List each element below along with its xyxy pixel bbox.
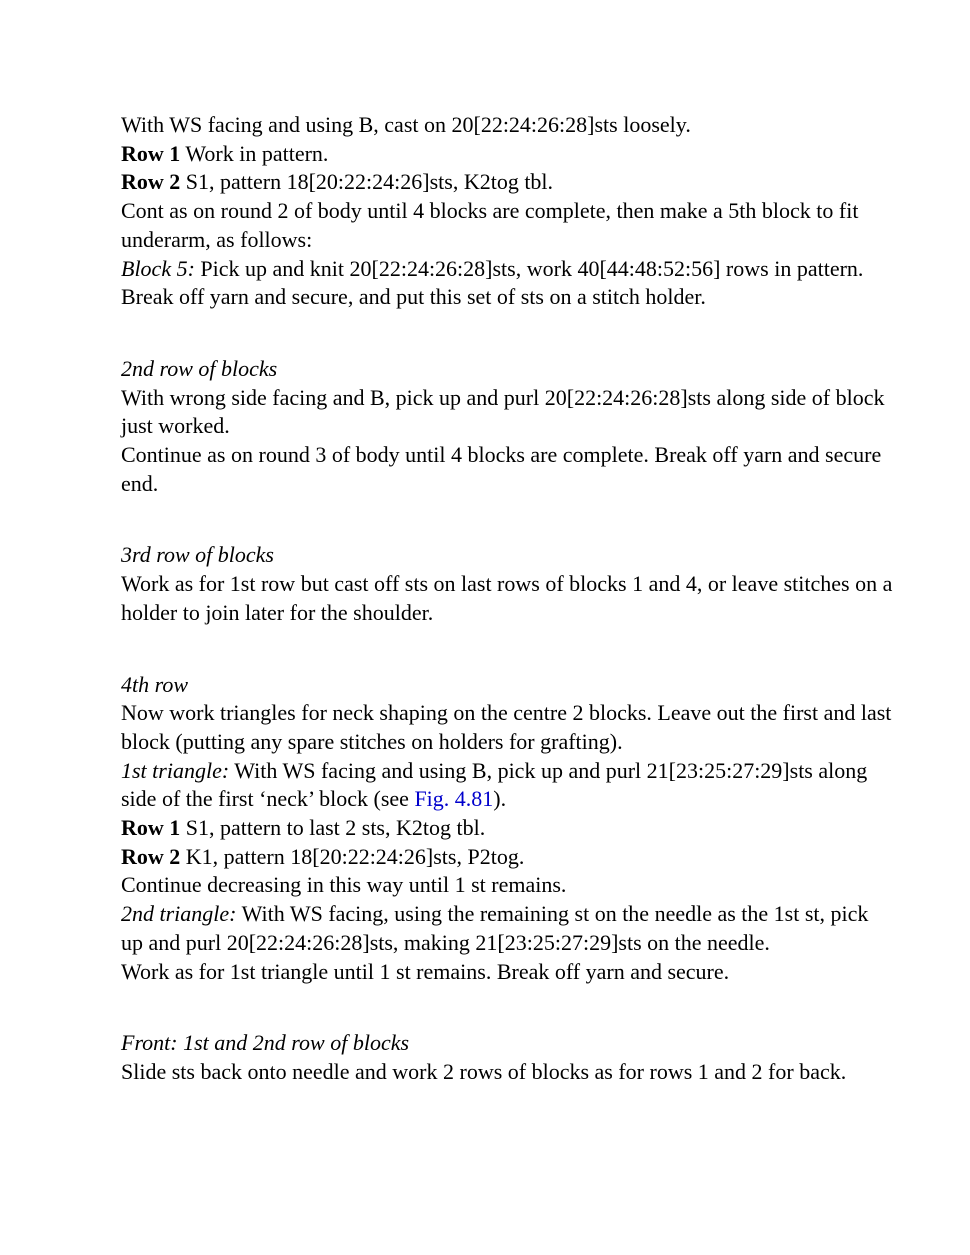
section-4th-row xyxy=(121,671,893,987)
paragraph xyxy=(121,441,893,498)
paragraph xyxy=(121,168,893,197)
text-run-normal: Cont as on round 2 of body until 4 blocks are complete, then make a 5th block to fit underarm, as follows: xyxy=(121,198,859,252)
text-run-normal: Slide sts back onto needle and work 2 rows of blocks as for rows 1 and 2 for back. xyxy=(121,1058,847,1084)
text-run-bold: Row 2 xyxy=(121,843,181,869)
text-run-normal: Work as for 1st triangle until 1 st remains. Break off yarn and secure. xyxy=(121,958,730,984)
section-heading: 4th row xyxy=(121,671,189,697)
figure-reference-link[interactable]: Fig. 4.81 xyxy=(414,786,494,812)
text-run-normal: Continue as on round 3 of body until 4 blocks are complete. Break off yarn and secure end. xyxy=(121,442,882,496)
paragraph xyxy=(121,197,893,254)
paragraph xyxy=(121,757,893,814)
paragraph xyxy=(121,140,893,169)
text-run-italic: 2nd triangle: xyxy=(121,901,237,927)
paragraph xyxy=(121,255,893,312)
text-run-normal: Work as for 1st row but cast off sts on last rows of blocks 1 and 4, or leave stitches on a holder to join later for the shoulder. xyxy=(121,571,893,625)
text-run-normal: With WS facing and using B, cast on 20[22:24:26:28]sts loosely. xyxy=(121,112,691,137)
text-run-normal: With WS facing and using B, pick up and purl 21[23:25:27:29]sts along side of the first ‘neck’ block (see xyxy=(121,757,868,812)
paragraph xyxy=(121,958,893,987)
text-run-bold: Row 1 xyxy=(121,140,181,166)
text-run-normal: Continue decreasing in this way until 1 st remains. xyxy=(121,872,567,898)
paragraph xyxy=(121,570,893,627)
text-run-normal: With wrong side facing and B, pick up and purl 20[22:24:26:28]sts along side of block just worked. xyxy=(121,384,885,439)
paragraph xyxy=(121,699,893,756)
text-run-normal: With WS facing, using the remaining st on the needle as the 1st st, pick up and purl 20[22:24:26:28]sts, making 21[23:25:27:29]sts on the needle. xyxy=(121,901,869,955)
text-run-normal: Now work triangles for neck shaping on the centre 2 blocks. Leave out the first and last block (putting any spare stitches on holders for grafting). xyxy=(121,700,892,754)
section-heading: Front: 1st and 2nd row of blocks xyxy=(121,1030,410,1056)
paragraph xyxy=(121,1058,893,1087)
section-back-5th-block xyxy=(121,111,893,312)
paragraph xyxy=(121,814,893,843)
section-heading: 2nd row of blocks xyxy=(121,355,278,381)
paragraph xyxy=(121,871,893,900)
text-run-normal: S1, pattern to last 2 sts, K2tog tbl. xyxy=(180,815,486,841)
text-run-italic: Block 5: xyxy=(121,255,195,281)
section-front-1st-2nd-row-of-blocks xyxy=(121,1029,893,1086)
paragraph xyxy=(121,384,893,441)
text-run-bold: Row 2 xyxy=(121,169,181,195)
section-heading: 3rd row of blocks xyxy=(121,542,274,568)
section-2nd-row-of-blocks xyxy=(121,355,893,499)
paragraph xyxy=(121,843,893,872)
text-run-normal: Work in pattern. xyxy=(180,140,329,166)
text-run-normal: ). xyxy=(493,786,507,812)
text-column xyxy=(121,111,893,1087)
section-3rd-row-of-blocks xyxy=(121,541,893,627)
text-run-bold: Row 1 xyxy=(121,815,181,841)
text-run-italic: 1st triangle: xyxy=(121,757,230,783)
text-run-normal: K1, pattern 18[20:22:24:26]sts, P2tog. xyxy=(180,843,525,869)
text-run-normal: Pick up and knit 20[22:24:26:28]sts, work 40[44:48:52:56] rows in pattern. Break off yarn and secure, and put this set of sts on a stitch holder. xyxy=(121,255,864,310)
paragraph xyxy=(121,900,893,957)
paragraph xyxy=(121,111,893,140)
text-run-normal: S1, pattern 18[20:22:24:26]sts, K2tog tbl. xyxy=(180,169,554,195)
